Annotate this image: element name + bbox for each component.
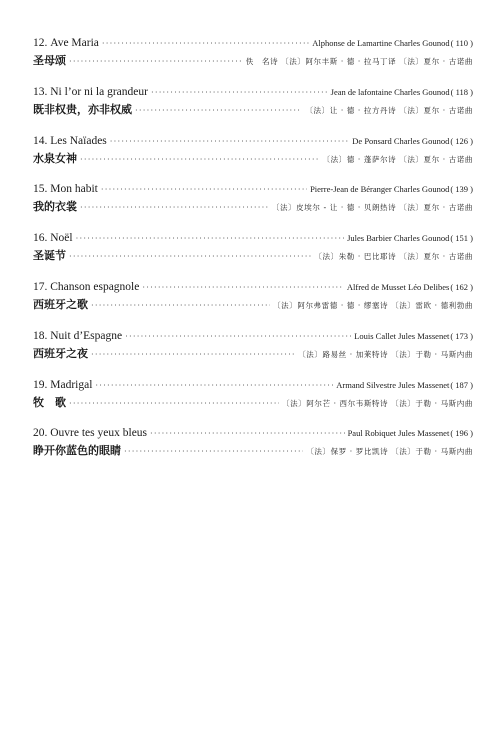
dot-leader [124, 443, 303, 460]
toc-entry-chinese-line [33, 394, 473, 412]
page-number: ( 162 ) [450, 281, 473, 292]
page-number: ( 196 ) [450, 428, 473, 439]
dot-leader [125, 328, 351, 345]
song-title-zh: 水泉女神 [33, 151, 77, 165]
dot-leader [69, 395, 279, 412]
toc-entry-chinese-line [33, 101, 473, 119]
entry-number: 13. [33, 85, 48, 98]
credit-zh: 〔法〕阿尔芒 · 西尔韦斯特诗 〔法〕于勒 · 马斯内曲 [282, 398, 473, 408]
page-number: ( 118 ) [450, 86, 473, 97]
song-title-zh: 我的衣裳 [33, 200, 77, 214]
toc-entry-english-line [33, 278, 473, 296]
song-title-en: Ave Maria [50, 37, 99, 49]
toc-entry [33, 424, 473, 473]
toc-entry [33, 327, 473, 376]
credit-en: Jean de lafontaine Charles Gounod [330, 86, 450, 97]
dot-leader [91, 346, 295, 363]
song-title-zh: 牧 歌 [33, 395, 66, 409]
dot-leader [91, 297, 270, 314]
dot-leader [95, 377, 333, 394]
toc-entry-english-line [33, 376, 473, 394]
song-title-en: Noël [50, 232, 73, 245]
credit-zh: 〔法〕阿尔弗雷德 · 德 · 缪塞诗 〔法〕雷欧 · 德利勃曲 [273, 300, 473, 310]
dot-leader [150, 425, 345, 442]
entry-number: 15. [33, 183, 48, 196]
credit-zh: 〔法〕保罗 · 罗比凯诗 〔法〕于勒 · 马斯内曲 [306, 447, 473, 457]
song-title-en: Nuit d’Espagne [50, 329, 123, 342]
toc-entry [33, 34, 473, 83]
toc-entry-english-line [33, 83, 473, 101]
credit-en: Armand Silvestre Jules Massenet [336, 379, 450, 390]
dot-leader [80, 151, 320, 168]
song-title-en: Ni l’or ni la grandeur [50, 85, 148, 98]
toc-entry [33, 229, 473, 278]
entry-number: 14. [33, 134, 48, 147]
toc-entry [33, 180, 473, 229]
dot-leader [80, 199, 269, 216]
dot-leader [101, 181, 307, 198]
entry-number: 17. [33, 280, 48, 293]
toc-entry-english-line [33, 327, 473, 345]
toc-entry-chinese-line [33, 198, 473, 216]
dot-leader [142, 279, 344, 296]
dot-leader [69, 248, 311, 265]
toc-entry [33, 376, 473, 425]
page-number: ( 126 ) [450, 135, 473, 146]
toc-entry [33, 83, 473, 132]
credit-en: Alphonse de Lamartine Charles Gounod [312, 38, 450, 48]
song-title-zh: 西班牙之歌 [33, 297, 88, 311]
song-title-zh: 西班牙之夜 [33, 346, 88, 360]
credit-en: Paul Robiquet Jules Massenet [347, 428, 450, 439]
page-number: ( 139 ) [450, 184, 473, 195]
page-number: ( 151 ) [450, 233, 473, 244]
song-title-zh: 圣诞节 [33, 249, 66, 263]
dot-leader [69, 53, 243, 70]
dot-leader [110, 133, 350, 150]
toc-entry [33, 278, 473, 327]
dot-leader [135, 102, 302, 119]
table-of-contents [33, 34, 473, 473]
entry-number: 19. [33, 378, 48, 391]
toc-entry-english-line [33, 424, 473, 442]
toc-entry-english-line [33, 34, 473, 52]
entry-number: 18. [33, 329, 48, 342]
page-number: ( 110 ) [450, 38, 473, 48]
song-title-en: Ouvre tes yeux bleus [50, 427, 148, 440]
dot-leader [102, 35, 309, 52]
dot-leader [76, 230, 345, 247]
dot-leader [151, 84, 328, 101]
page-number: ( 187 ) [450, 379, 473, 390]
song-title-zh: 睁开你蓝色的眼睛 [33, 444, 121, 458]
credit-zh: 〔法〕路易丝 · 加莱特诗 〔法〕于勒 · 马斯内曲 [298, 349, 473, 359]
credit-zh: 佚 名诗 〔法〕阿尔丰斯 · 德 · 拉马丁译 〔法〕夏尔 · 古诺曲 [245, 57, 473, 66]
song-title-en: Chanson espagnole [50, 280, 140, 293]
credit-zh: 〔法〕皮埃尔 - 让 · 德 · 贝朗热诗 〔法〕夏尔 · 古诺曲 [271, 203, 473, 213]
credit-en: Alfred de Musset Léo Delibes [346, 281, 450, 292]
credit-en: Pierre-Jean de Béranger Charles Gounod [310, 184, 450, 195]
song-title-zh: 既非权贵，亦非权威 [33, 102, 132, 116]
credit-en: Jules Barbier Charles Gounod [347, 233, 450, 244]
song-title-zh: 圣母颂 [33, 54, 66, 67]
toc-entry-chinese-line [33, 150, 473, 168]
song-title-en: Madrigal [50, 378, 93, 391]
page-number: ( 173 ) [450, 330, 473, 341]
toc-entry-chinese-line [33, 296, 473, 314]
credit-zh: 〔法〕德 · 蓬萨尔诗 〔法〕夏尔 · 古诺曲 [322, 154, 473, 164]
toc-entry-english-line [33, 180, 473, 198]
toc-entry-english-line [33, 229, 473, 247]
toc-entry-english-line [33, 132, 473, 150]
entry-number: 12. [33, 37, 48, 49]
toc-entry-chinese-line [33, 52, 473, 70]
credit-zh: 〔法〕朱勒 · 巴比耶诗 〔法〕夏尔 · 古诺曲 [314, 252, 473, 262]
credit-zh: 〔法〕让 · 德 · 拉方丹诗 〔法〕夏尔 · 古诺曲 [305, 105, 473, 115]
toc-entry-chinese-line [33, 345, 473, 363]
toc-entry-chinese-line [33, 442, 473, 460]
credit-en: Louis Callet Jules Massenet [354, 330, 450, 341]
toc-entry-chinese-line [33, 247, 473, 265]
entry-number: 16. [33, 232, 48, 245]
credit-en: De Ponsard Charles Gounod [352, 135, 450, 146]
song-title-en: Mon habit [50, 183, 98, 196]
entry-number: 20. [33, 427, 48, 440]
toc-entry [33, 132, 473, 181]
song-title-en: Les Naïades [50, 134, 107, 147]
